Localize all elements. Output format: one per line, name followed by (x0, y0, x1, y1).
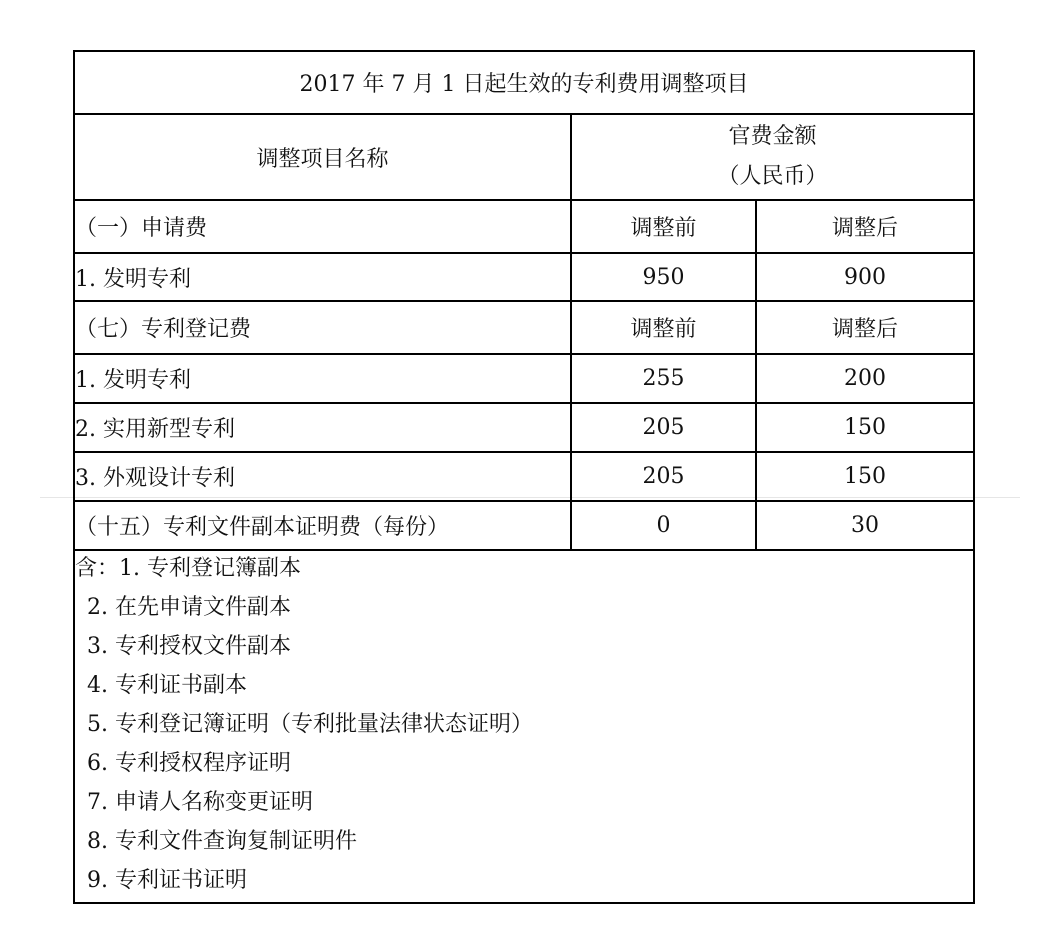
section-label-application-fee: （一）申请费 (74, 200, 571, 253)
row-after-value: 200 (756, 354, 974, 403)
copy-fee-before-value: 0 (571, 501, 756, 550)
note-line: 6. 专利授权程序证明 (87, 751, 291, 776)
row-name: 3. 外观设计专利 (74, 452, 571, 501)
column-after-label: 调整后 (756, 301, 974, 354)
note-line: 3. 专利授权文件副本 (87, 634, 291, 659)
row-name: 2. 实用新型专利 (74, 403, 571, 452)
copy-fee-after-value: 30 (756, 501, 974, 550)
table-title: 2017 年 7 月 1 日起生效的专利费用调整项目 (74, 51, 974, 114)
copy-fee-notes (74, 550, 974, 903)
row-after-value: 150 (756, 403, 974, 452)
note-line: 4. 专利证书副本 (87, 673, 247, 698)
section-label-registration-fee: （七）专利登记费 (74, 301, 571, 354)
row-name: 1. 发明专利 (74, 253, 571, 301)
fee-adjustment-table (73, 50, 975, 904)
row-before-value: 255 (571, 354, 756, 403)
header-fee-amount-line1: 官费金额 (728, 124, 817, 149)
note-line: 2. 在先申请文件副本 (87, 595, 291, 620)
row-before-value: 950 (571, 253, 756, 301)
note-line: 7. 申请人名称变更证明 (87, 790, 313, 815)
row-after-value: 900 (756, 253, 974, 301)
note-line: 含：1. 专利登记簿副本 (75, 556, 301, 581)
note-line: 5. 专利登记簿证明（专利批量法律状态证明） (87, 712, 533, 737)
column-before-label: 调整前 (571, 301, 756, 354)
row-before-value: 205 (571, 403, 756, 452)
row-before-value: 205 (571, 452, 756, 501)
header-fee-amount (571, 114, 974, 200)
note-line: 9. 专利证书证明 (87, 868, 247, 893)
column-before-label: 调整前 (571, 200, 756, 253)
row-after-value: 150 (756, 452, 974, 501)
header-fee-amount-line2: （人民币） (717, 164, 828, 189)
copy-fee-name: （十五）专利文件副本证明费（每份） (74, 501, 571, 550)
note-line: 8. 专利文件查询复制证明件 (87, 829, 357, 854)
header-item-name: 调整项目名称 (74, 114, 571, 200)
row-name: 1. 发明专利 (74, 354, 571, 403)
column-after-label: 调整后 (756, 200, 974, 253)
